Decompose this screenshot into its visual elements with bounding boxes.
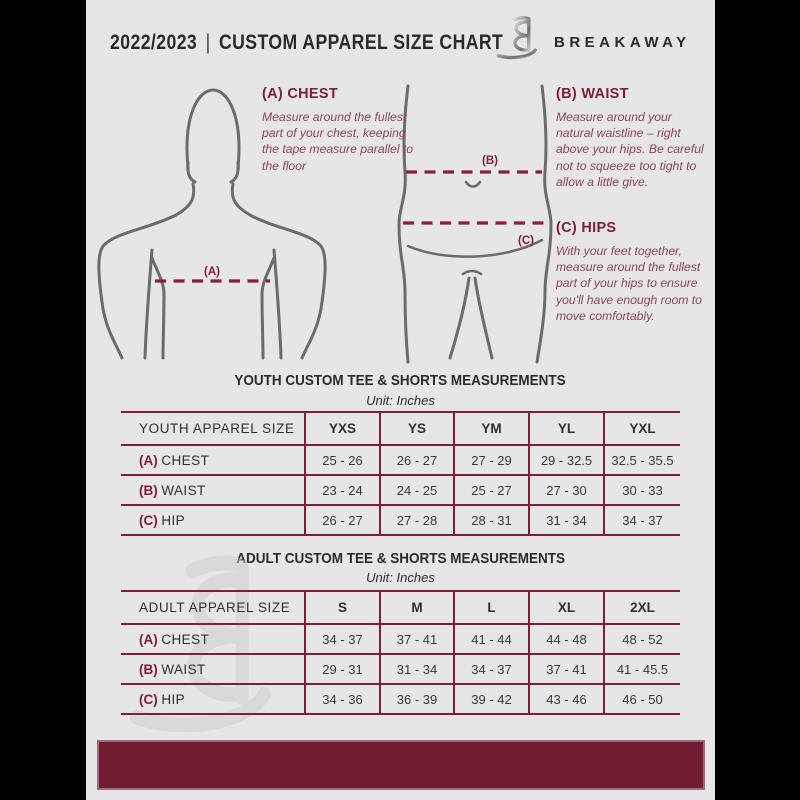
- size-cell: 25 - 27: [454, 475, 529, 505]
- size-cell: 34 - 37: [454, 654, 529, 684]
- size-cell: 37 - 41: [380, 624, 454, 654]
- size-cell: 34 - 37: [604, 505, 680, 535]
- size-cell: 30 - 33: [604, 475, 680, 505]
- page-header: [110, 31, 503, 55]
- row-label: (A) CHEST: [139, 452, 210, 468]
- youth-col-ym: YM: [454, 412, 529, 445]
- youth-table-header-row: [121, 412, 680, 445]
- row-label: (A) CHEST: [139, 631, 210, 647]
- row-label: (C) HIP: [139, 691, 186, 707]
- adult-col-2xl: 2XL: [604, 591, 680, 624]
- size-cell: 36 - 39: [380, 684, 454, 714]
- hips-guide-description: With your feet together, measure around the fullest part of your hips to ensure you'll have enough room to move comfortably.: [556, 244, 702, 323]
- size-cell: 29 - 32.5: [529, 445, 604, 475]
- size-cell: 27 - 29: [454, 445, 529, 475]
- size-cell: 48 - 52: [604, 624, 680, 654]
- waist-guide-title: (B) WAIST: [556, 86, 629, 102]
- table-row: [121, 445, 680, 475]
- size-cell: 46 - 50: [604, 684, 680, 714]
- adult-section-unit: Unit: Inches: [366, 570, 435, 585]
- chest-guide-description: Measure around the fullest part of your chest, keeping the tape measure parallel to the floor: [262, 110, 414, 173]
- footer-accent-bar: [97, 740, 705, 790]
- waist-hips-outline-figure: [390, 84, 562, 366]
- table-row: [121, 624, 680, 654]
- adult-section-title: ADULT CUSTOM TEE & SHORTS MEASUREMENTS: [236, 550, 565, 567]
- chest-guide-title: (A) CHEST: [262, 86, 338, 102]
- size-cell: 31 - 34: [529, 505, 604, 535]
- adult-size-table: [121, 590, 680, 715]
- season-label: 2022/2023: [110, 31, 198, 54]
- size-cell: 24 - 25: [380, 475, 454, 505]
- size-cell: 39 - 42: [454, 684, 529, 714]
- header-divider: |: [205, 31, 211, 54]
- size-cell: 25 - 26: [305, 445, 380, 475]
- table-row: [121, 475, 680, 505]
- hips-guide-title: (C) HIPS: [556, 220, 617, 236]
- size-cell: 29 - 31: [305, 654, 380, 684]
- size-cell: 34 - 36: [305, 684, 380, 714]
- adult-col-s: S: [305, 591, 380, 624]
- brand-name: BREAKAWAY: [554, 34, 691, 51]
- adult-table-header-row: [121, 591, 680, 624]
- size-cell: 41 - 44: [454, 624, 529, 654]
- size-cell: 27 - 30: [529, 475, 604, 505]
- row-label: (B) WAIST: [139, 482, 206, 498]
- size-cell: 26 - 27: [380, 445, 454, 475]
- waist-guide-description: Measure around your natural waistline – right above your hips. Be careful not to squeeze too tight to allow a little give.: [556, 110, 704, 189]
- table-row: [121, 505, 680, 535]
- youth-col-ys: YS: [380, 412, 454, 445]
- marker-b-label: (B): [482, 155, 498, 167]
- waist-guide: [556, 86, 706, 190]
- size-cell: 26 - 27: [305, 505, 380, 535]
- youth-col-yxl: YXL: [604, 412, 680, 445]
- adult-col-m: M: [380, 591, 454, 624]
- row-label: (C) HIP: [139, 512, 186, 528]
- youth-col-yl: YL: [529, 412, 604, 445]
- breakaway-logo-icon: [492, 12, 548, 64]
- size-cell: 37 - 41: [529, 654, 604, 684]
- size-cell: 32.5 - 35.5: [604, 445, 680, 475]
- page-title: CUSTOM APPAREL SIZE CHART: [218, 31, 504, 54]
- size-cell: 28 - 31: [454, 505, 529, 535]
- size-cell: 43 - 46: [529, 684, 604, 714]
- marker-c-label: (C): [518, 235, 534, 247]
- youth-size-table: [121, 411, 680, 536]
- hips-guide: [556, 220, 708, 324]
- adult-col-xl: XL: [529, 591, 604, 624]
- size-cell: 44 - 48: [529, 624, 604, 654]
- size-cell: 31 - 34: [380, 654, 454, 684]
- chest-guide: [262, 86, 414, 174]
- row-label: (B) WAIST: [139, 661, 206, 677]
- adult-col-l: L: [454, 591, 529, 624]
- youth-section-unit: Unit: Inches: [366, 393, 435, 408]
- size-cell: 23 - 24: [305, 475, 380, 505]
- size-cell: 27 - 28: [380, 505, 454, 535]
- size-cell: 41 - 45.5: [604, 654, 680, 684]
- youth-section-title: YOUTH CUSTOM TEE & SHORTS MEASUREMENTS: [234, 372, 567, 389]
- table-row: [121, 654, 680, 684]
- youth-col-yxs: YXS: [305, 412, 380, 445]
- youth-size-label-header: YOUTH APPAREL SIZE: [139, 421, 295, 436]
- content-area: [86, 0, 715, 800]
- marker-a-label: (A): [204, 266, 220, 278]
- adult-size-label-header: ADULT APPAREL SIZE: [139, 600, 291, 615]
- size-cell: 34 - 37: [305, 624, 380, 654]
- table-row: [121, 684, 680, 714]
